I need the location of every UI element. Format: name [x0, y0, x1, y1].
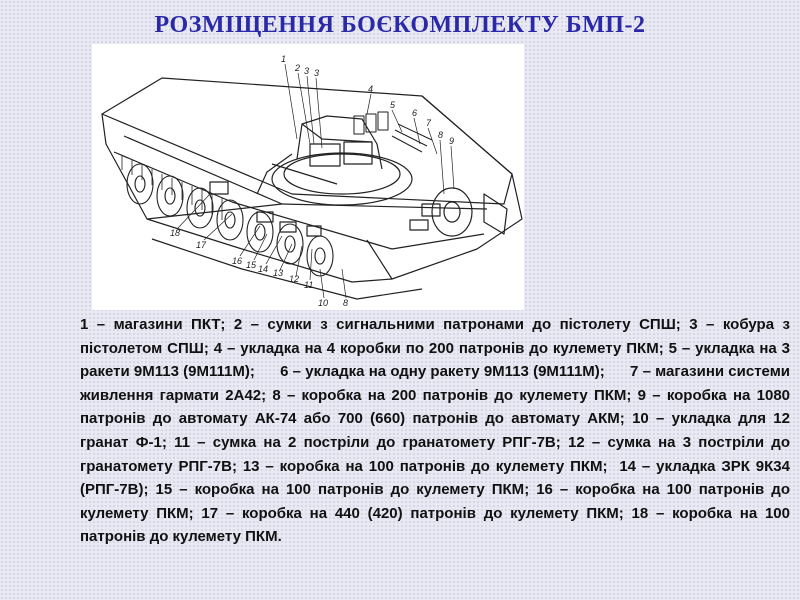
callout-11: 11 — [304, 280, 314, 290]
legend-item: 17 – коробка на 440 (420) патронів до кулемету ПКМ — [201, 504, 619, 522]
legend-item: 5 – укладка на 3 ракети 9М113 (9М111М) — [80, 339, 791, 381]
legend-item: 1 – магазини ПКТ — [80, 316, 221, 333]
legend-item: 14 – укладка ЗРК 9К34 (РПГ-7В) — [80, 457, 790, 499]
callout-13: 13 — [273, 268, 284, 278]
callout-2: 2 — [295, 63, 301, 73]
legend-item: 15 – коробка на 100 патронів до кулемету ПКМ — [155, 481, 525, 499]
callout-3b: 3 — [314, 68, 320, 78]
callout-16: 16 — [232, 256, 243, 266]
legend-item: 2 – сумки з сигнальними патронами до пістолету СПШ — [233, 316, 676, 333]
legend-item: 18 – коробка на 100 патронів до кулемету ПКМ. — [80, 504, 790, 546]
callout-7: 7 — [426, 118, 432, 128]
callout-3a: 3 — [304, 66, 310, 76]
legend-item: 7 – магазини системи живлення гармати 2А42 — [80, 363, 791, 404]
callout-6: 6 — [412, 108, 418, 118]
callout-4: 4 — [368, 84, 374, 94]
rocket-storage — [392, 124, 432, 152]
legend-item: 9 – коробка на 1080 патронів до автомату АК-74 або 700 (660) патронів до автомату АКМ — [80, 386, 791, 428]
slide-title: РОЗМІЩЕННЯ БОЄКОМПЛЕКТУ БМП-2 — [154, 12, 646, 38]
legend-item: 13 – коробка на 100 патронів до кулемету ПКМ — [242, 457, 603, 475]
legend-item: 8 – коробка на 200 патронів до кулемету ПКМ — [272, 386, 627, 404]
callout-8-top: 8 — [438, 130, 444, 140]
cutaway-edge — [124, 136, 487, 209]
callout-5: 5 — [390, 100, 396, 110]
legend-item: 4 – укладка на 4 коробки по 200 патронів до кулемету ПКМ — [213, 339, 659, 357]
hull-left-side — [102, 114, 392, 282]
callout-12: 12 — [289, 274, 300, 284]
road-wheels — [127, 164, 333, 276]
hull-front-plate — [367, 96, 522, 279]
callout-17: 17 — [196, 240, 207, 250]
legend-text: 1 – магазини ПКТ; 2 – сумки з сигнальними патронами до пістолету СПШ; 3 – кобура з пістолетом СПШ; 4 – укладка на 4 коробки по 200 патронів до кулемету ПКМ; 5 – укладка на 3 ракети 9М113 (9М111М); 6 – укладка на одну ракету 9М113 (9М111М); 7 – магазини системи живлення гармати 2А42; 8 – коробка на 200 патронів до кулемету ПКМ; 9 – коробка на 1080 патронів до автомату АК-74 або 700 (660) патронів до автомату АКМ; 10 – укладка для 12 гранат Ф-1; 11 – сумка на 2 постріли до гранатомету РПГ-7В; 12 – сумка на 3 постріли до гранатомету РПГ-7В; 13 – коробка на 100 патронів до кулемету ПКМ; 14 – укладка ЗРК 9К34 (РПГ-7В); 15 – коробка на 100 патронів до кулемету ПКМ; 16 – коробка на 100 патронів до кулемету ПКМ; 17 – коробка на 440 (420) патронів до кулемету ПКМ; 18 – коробка на 100 патронів до кулемету ПКМ. — [80, 316, 791, 546]
legend-item: 6 – укладка на одну ракету 9М113 (9М111М) — [280, 363, 600, 381]
callout-1: 1 — [281, 54, 287, 64]
track-bottom — [152, 239, 422, 299]
callout-9: 9 — [449, 136, 455, 146]
legend-item: 11 – сумка на 2 постріли до гранатомету РПГ-7В — [174, 433, 556, 451]
ammo-box-cluster — [354, 112, 388, 134]
bmp2-diagram — [92, 44, 524, 310]
legend-item: 16 – коробка на 100 патронів до кулемету ПКМ — [80, 481, 790, 522]
legend-item: 10 – укладка для 12 гранат Ф-1 — [80, 410, 790, 451]
callout-18: 18 — [170, 228, 181, 238]
callout-8-bottom: 8 — [343, 298, 349, 308]
turret — [257, 116, 412, 205]
callout-14: 14 — [258, 264, 269, 274]
legend-item: 12 – сумка на 3 постріли до гранатомету РПГ-7В — [80, 433, 790, 475]
callout-15: 15 — [246, 260, 257, 270]
callout-10: 10 — [318, 298, 329, 308]
legend-item: 3 – кобура з пістолетом СПШ — [80, 316, 790, 357]
